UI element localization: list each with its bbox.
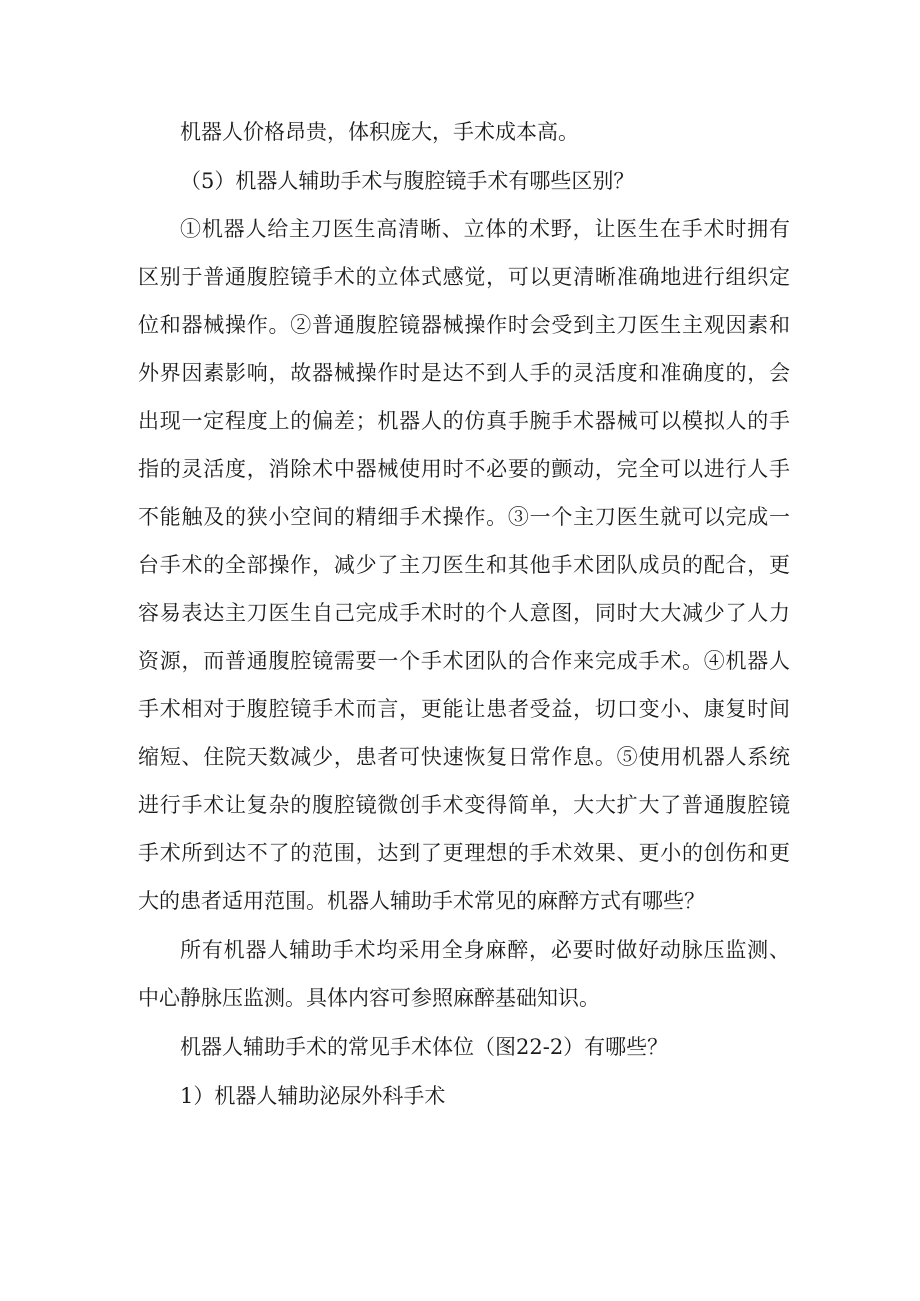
text-line-4: 区别于普通腹腔镜手术的立体式感觉，可以更清晰准确地进行组织定 bbox=[138, 265, 790, 289]
text-line-7: 出现一定程度上的偏差；机器人的仿真手腕手术器械可以模拟人的手 bbox=[138, 409, 790, 433]
question-heading: 机器人辅助手术的常见手术体位（图22-2）有哪些？ bbox=[180, 1035, 669, 1059]
text-line-5: 位和器械操作。②普通腹腔镜器械操作时会受到主刀医生主观因素和 bbox=[138, 313, 790, 337]
text-line-10: 台手术的全部操作，减少了主刀医生和其他手术团队成员的配合，更 bbox=[138, 553, 790, 577]
text-line-14: 缩短、住院天数减少，患者可快速恢复日常作息。⑤使用机器人系统 bbox=[138, 745, 790, 769]
list-item-1: 1）机器人辅助泌尿外科手术 bbox=[180, 1084, 446, 1108]
text-line-16: 手术所到达不了的范围，达到了更理想的手术效果、更小的创伤和更 bbox=[138, 841, 790, 865]
text-line-13: 手术相对于腹腔镜手术而言，更能让患者受益，切口变小、康复时间 bbox=[138, 697, 790, 721]
text-line-1: 机器人价格昂贵，体积庞大，手术成本高。 bbox=[180, 120, 579, 144]
text-line-12: 资源，而普通腹腔镜需要一个手术团队的合作来完成手术。④机器人 bbox=[138, 649, 790, 673]
text-line-6: 外界因素影响，故器械操作时是达不到人手的灵活度和准确度的，会 bbox=[138, 361, 790, 385]
text-line-3: ①机器人给主刀医生高清晰、立体的术野，让医生在手术时拥有 bbox=[180, 217, 790, 241]
text-line-17: 大的患者适用范围。机器人辅助手术常见的麻醉方式有哪些？ bbox=[138, 889, 705, 913]
section-heading-5: （5）机器人辅助手术与腹腔镜手术有哪些区别？ bbox=[180, 169, 635, 193]
text-line-19: 中心静脉压监测。具体内容可参照麻醉基础知识。 bbox=[138, 986, 600, 1010]
text-line-15: 进行手术让复杂的腹腔镜微创手术变得简单，大大扩大了普通腹腔镜 bbox=[138, 793, 790, 817]
text-line-11: 容易表达主刀医生自己完成手术时的个人意图，同时大大减少了人力 bbox=[138, 601, 790, 625]
text-line-18: 所有机器人辅助手术均采用全身麻醉，必要时做好动脉压监测、 bbox=[180, 938, 790, 962]
text-line-9: 不能触及的狭小空间的精细手术操作。③一个主刀医生就可以完成一 bbox=[138, 505, 790, 529]
text-line-8: 指的灵活度，消除术中器械使用时不必要的颤动，完全可以进行人手 bbox=[138, 457, 790, 481]
